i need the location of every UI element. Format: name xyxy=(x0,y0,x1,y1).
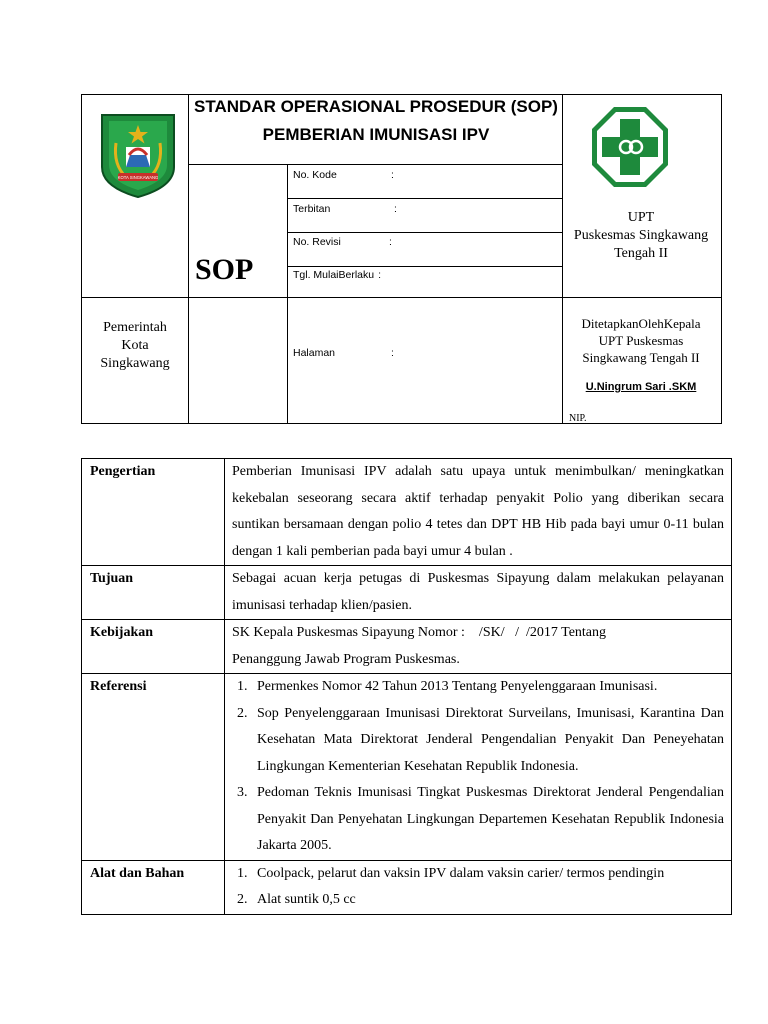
header-divider xyxy=(287,198,562,199)
puskesmas-logo xyxy=(590,105,670,189)
field-colon: : xyxy=(394,203,397,215)
kebijakan-line: Penanggung Jawab Program Puskesmas. xyxy=(232,651,460,667)
signer-name: U.Ningrum Sari .SKM xyxy=(585,381,697,393)
page-title-line2: PEMBERIAN IMUNISASI IPV xyxy=(262,125,490,144)
list-item: 1. Permenkes Nomor 42 Tahun 2013 Tentang Penyelenggaraan Imunisasi. xyxy=(251,674,724,701)
referensi-list xyxy=(232,674,724,860)
table-row xyxy=(82,620,732,674)
ditetapkan-oleh xyxy=(562,315,720,366)
table-row xyxy=(82,566,732,620)
header-divider xyxy=(188,164,562,165)
sop-content-table xyxy=(81,458,732,915)
field-tgl-mulai-berlaku xyxy=(293,269,381,281)
alat-list xyxy=(232,861,724,914)
header-divider xyxy=(82,297,721,298)
upt-line: Puskesmas Singkawang xyxy=(573,228,709,243)
row-label-kebijakan: Kebijakan xyxy=(82,620,225,674)
field-label: Tgl. MulaiBerlaku xyxy=(293,269,375,281)
field-colon: : xyxy=(391,169,394,181)
field-label: No. Revisi xyxy=(293,236,341,248)
ditetapkan-line: Singkawang Tengah II xyxy=(582,350,700,365)
header-divider xyxy=(188,95,189,423)
upt-puskesmas-name xyxy=(562,209,720,263)
header-divider xyxy=(287,164,288,423)
row-value-alat-bahan xyxy=(225,860,732,914)
header-divider xyxy=(287,232,562,233)
nip-label: NIP. xyxy=(569,413,587,424)
list-item: 1. Coolpack, pelarut dan vaksin IPV dalam vaksin carier/ termos pendingin xyxy=(251,861,724,888)
row-value-pengertian: Pemberian Imunisasi IPV adalah satu upaya untuk menimbulkan/ meningkatkan kekebalan seseorang secara aktif terhadap penyakit Polio yang diberikan secara suntikan bersamaan dengan polio 4 tetes dan DPT HB Hib pada bayi umur 0-11 bulan dengan 1 kali pemberian pada bayi umur 4 bulan . xyxy=(225,459,732,566)
row-label-referensi: Referensi xyxy=(82,674,225,861)
field-terbitan xyxy=(293,203,397,215)
row-value-tujuan: Sebagai acuan kerja petugas di Puskesmas Sipayung dalam melakukan pelayanan imunisasi terhadap klien/pasien. xyxy=(225,566,732,620)
emblem-banner-text: KOTA SINGKAWANG xyxy=(117,175,159,180)
kebijakan-line: SK Kepala Puskesmas Sipayung Nomor : /SK/ / /2017 Tentang xyxy=(232,625,607,640)
sop-label: SOP xyxy=(195,253,254,286)
upt-line: UPT xyxy=(627,210,655,225)
field-colon: : xyxy=(389,236,392,248)
table-row xyxy=(82,459,732,566)
row-value-kebijakan xyxy=(225,620,732,674)
table-row xyxy=(82,674,732,861)
list-item: 2. Sop Penyelenggaraan Imunisasi Direktorat Surveilans, Imunisasi, Karantina Dan Kesehatan Mata Direktorat Jenderal Pengendalian Penyakit Dan Peneyehatan Lingkungan Kementerian Kesehatan Republik Indonesia. xyxy=(251,701,724,781)
pemerintah-line: Singkawang xyxy=(100,356,170,371)
kota-singkawang-emblem xyxy=(96,107,180,199)
field-colon: : xyxy=(378,269,382,281)
pemerintah-kota xyxy=(82,319,188,373)
pemerintah-line: Kota xyxy=(121,338,149,353)
pemerintah-line: Pemerintah xyxy=(103,320,167,335)
row-label-pengertian: Pengertian xyxy=(82,459,225,566)
field-label: Terbitan xyxy=(293,203,331,215)
page-title-line1: STANDAR OPERASIONAL PROSEDUR (SOP) xyxy=(194,97,558,116)
field-colon: : xyxy=(391,347,394,359)
row-label-tujuan: Tujuan xyxy=(82,566,225,620)
list-item: 2. Alat suntik 0,5 cc xyxy=(251,887,724,914)
row-label-alat-bahan: Alat dan Bahan xyxy=(82,860,225,914)
field-label: No. Kode xyxy=(293,169,337,181)
ditetapkan-line: UPT Puskesmas xyxy=(598,333,684,348)
upt-line: Tengah II xyxy=(614,246,668,261)
field-halaman xyxy=(293,347,394,359)
field-no-kode xyxy=(293,169,394,181)
list-item: 3. Pedoman Teknis Imunisasi Tingkat Puskesmas Direktorat Jenderal Pengendalian Penyakit Dan Penyehatan Lingkungan Departemen Kesehatan Republik Indonesia Jakarta 2005. xyxy=(251,780,724,860)
header-divider xyxy=(287,266,562,267)
field-no-revisi xyxy=(293,236,392,248)
row-value-referensi xyxy=(225,674,732,861)
sop-header-table xyxy=(81,94,722,424)
table-row xyxy=(82,860,732,914)
field-label: Halaman xyxy=(293,347,336,359)
ditetapkan-line: DitetapkanOlehKepala xyxy=(581,316,701,331)
